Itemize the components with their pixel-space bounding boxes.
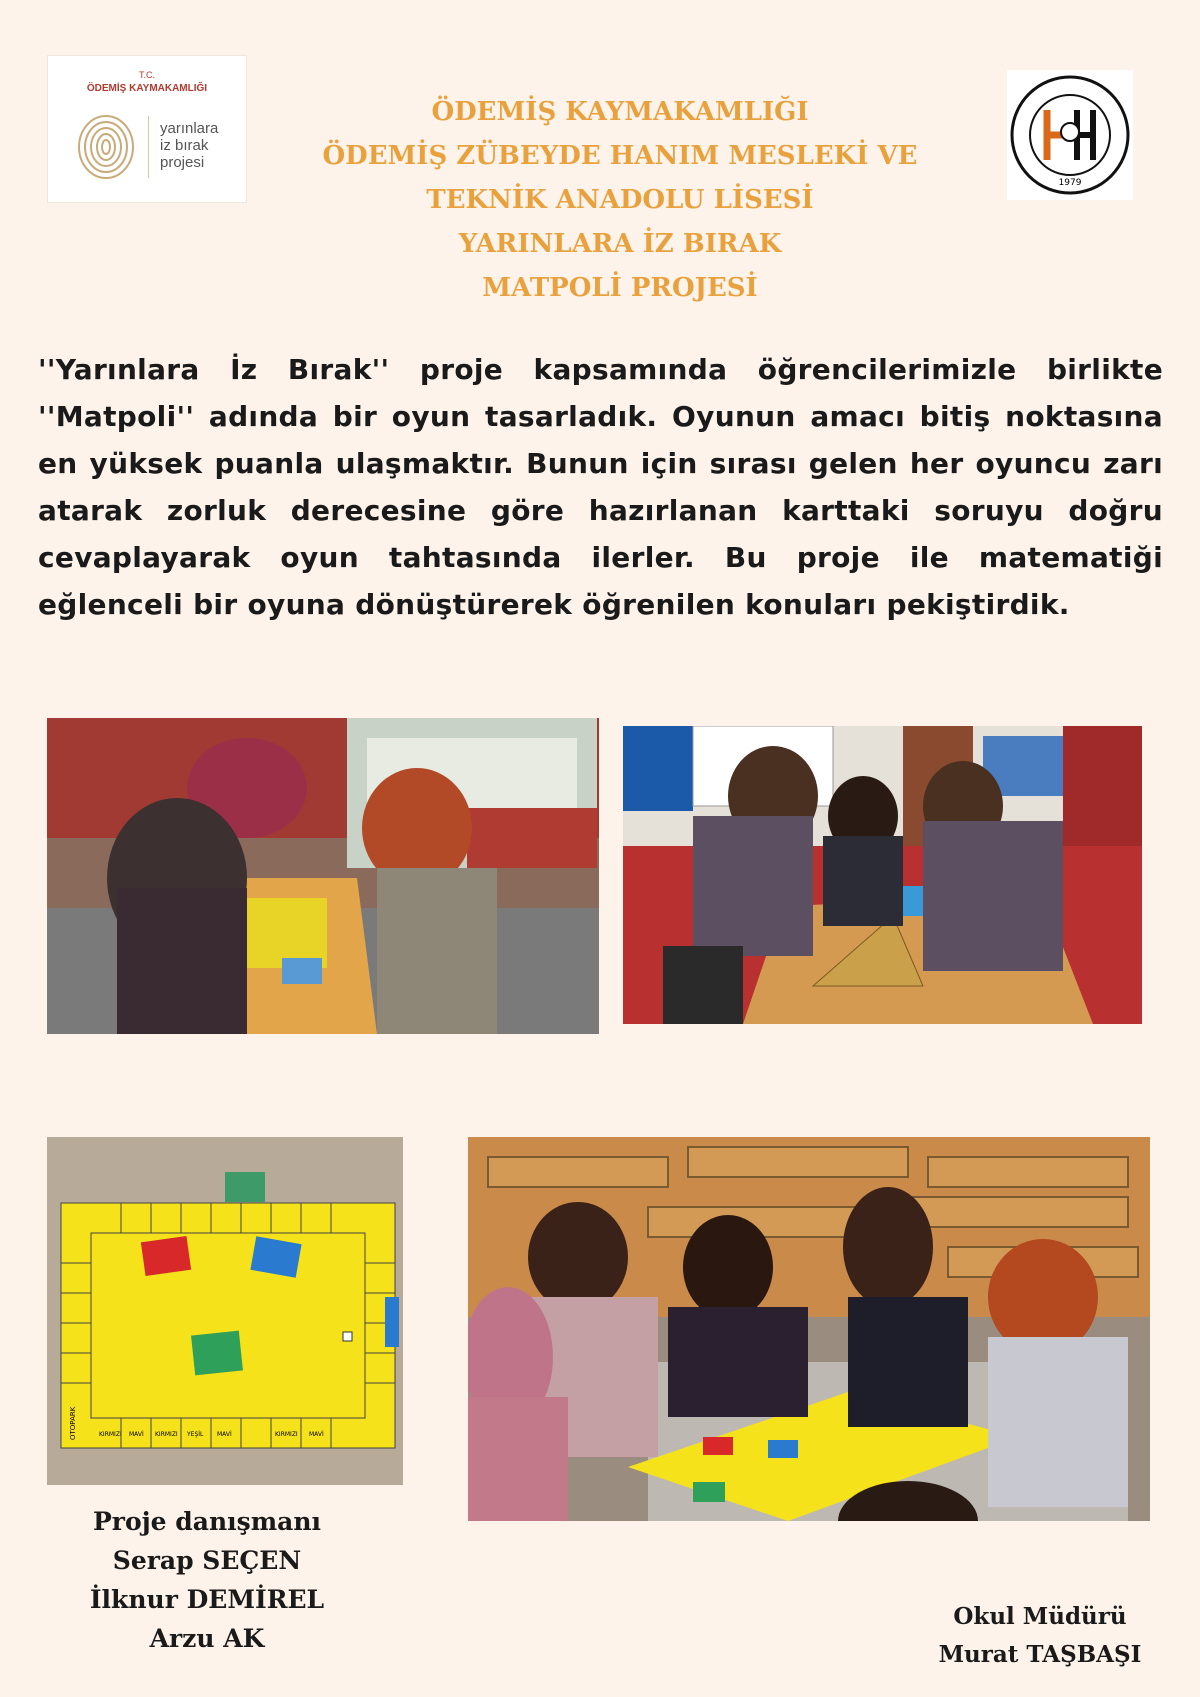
heading-line: ÖDEMİŞ ZÜBEYDE HANIM MESLEKİ VE — [322, 141, 918, 171]
logo-divider — [148, 116, 149, 178]
school-logo — [1007, 70, 1133, 200]
logo-kaymakamlik-text: ÖDEMİŞ KAYMAKAMLIĞI — [86, 83, 208, 94]
photo-students-playing — [468, 1137, 1150, 1521]
board-square-label: KIRMIZI — [275, 1431, 298, 1438]
school-principal — [920, 1598, 1160, 1674]
board-square-label: KIRMIZI — [99, 1431, 122, 1438]
logo-slogan — [160, 120, 218, 171]
photo-game-board — [47, 1137, 403, 1485]
kaymakamlik-logo — [47, 55, 247, 203]
logo-slogan-line: projesi — [160, 154, 205, 171]
board-square-label: MAVİ — [217, 1431, 232, 1438]
school-logo-year: 1979 — [1058, 178, 1082, 188]
photo-students-protractor — [623, 726, 1142, 1024]
heading-line: TEKNİK ANADOLU LİSESİ — [426, 185, 814, 215]
board-square-label: YEŞİL — [187, 1431, 204, 1438]
page-heading — [290, 90, 950, 310]
board-square-label: MAVİ — [129, 1431, 144, 1438]
logo-tc-text: T.C. — [138, 70, 155, 80]
logo-slogan-line: iz bırak — [160, 137, 209, 154]
heading-line: ÖDEMİŞ KAYMAKAMLIĞI — [431, 97, 809, 127]
advisor-name: Serap SEÇEN — [112, 1546, 302, 1575]
board-square-label: MAVİ — [309, 1431, 324, 1438]
heading-line: YARINLARA İZ BIRAK — [458, 229, 782, 259]
advisor-name: Arzu AK — [149, 1624, 265, 1653]
project-description: ''Yarınlara İz Bırak'' proje kapsamında öğrencilerimizle birlikte ''Matpoli'' adında bir oyun tasarladık. Oyunun amacı bitiş noktasına en yüksek puanla ulaşmaktır. Bunun için sırası gelen her oyuncu zarı atarak zorluk derecesine göre hazırlanan karttaki soruyu doğru cevaplayarak oyun tahtasında ilerler. Bu proje ile matematiği eğlenceli bir oyuna dönüştürerek öğrenilen konuları pekiştirdik. — [38, 353, 1163, 621]
advisors-title: Proje danışmanı — [92, 1507, 322, 1536]
principal-title: Okul Müdürü — [953, 1603, 1127, 1630]
board-square-label: KIRMIZI — [155, 1431, 178, 1438]
heading-line: MATPOLİ PROJESİ — [482, 273, 758, 303]
project-advisors — [62, 1502, 352, 1658]
board-start-label: OTOPARK — [69, 1406, 77, 1440]
logo-slogan-line: yarınlara — [160, 120, 219, 137]
advisor-name: İlknur DEMİREL — [89, 1585, 325, 1614]
photo-students-desk — [47, 718, 599, 1034]
fingerprint-icon — [76, 111, 136, 181]
principal-name: Murat TAŞBAŞI — [938, 1641, 1142, 1668]
school-emblem-icon — [1007, 70, 1133, 200]
